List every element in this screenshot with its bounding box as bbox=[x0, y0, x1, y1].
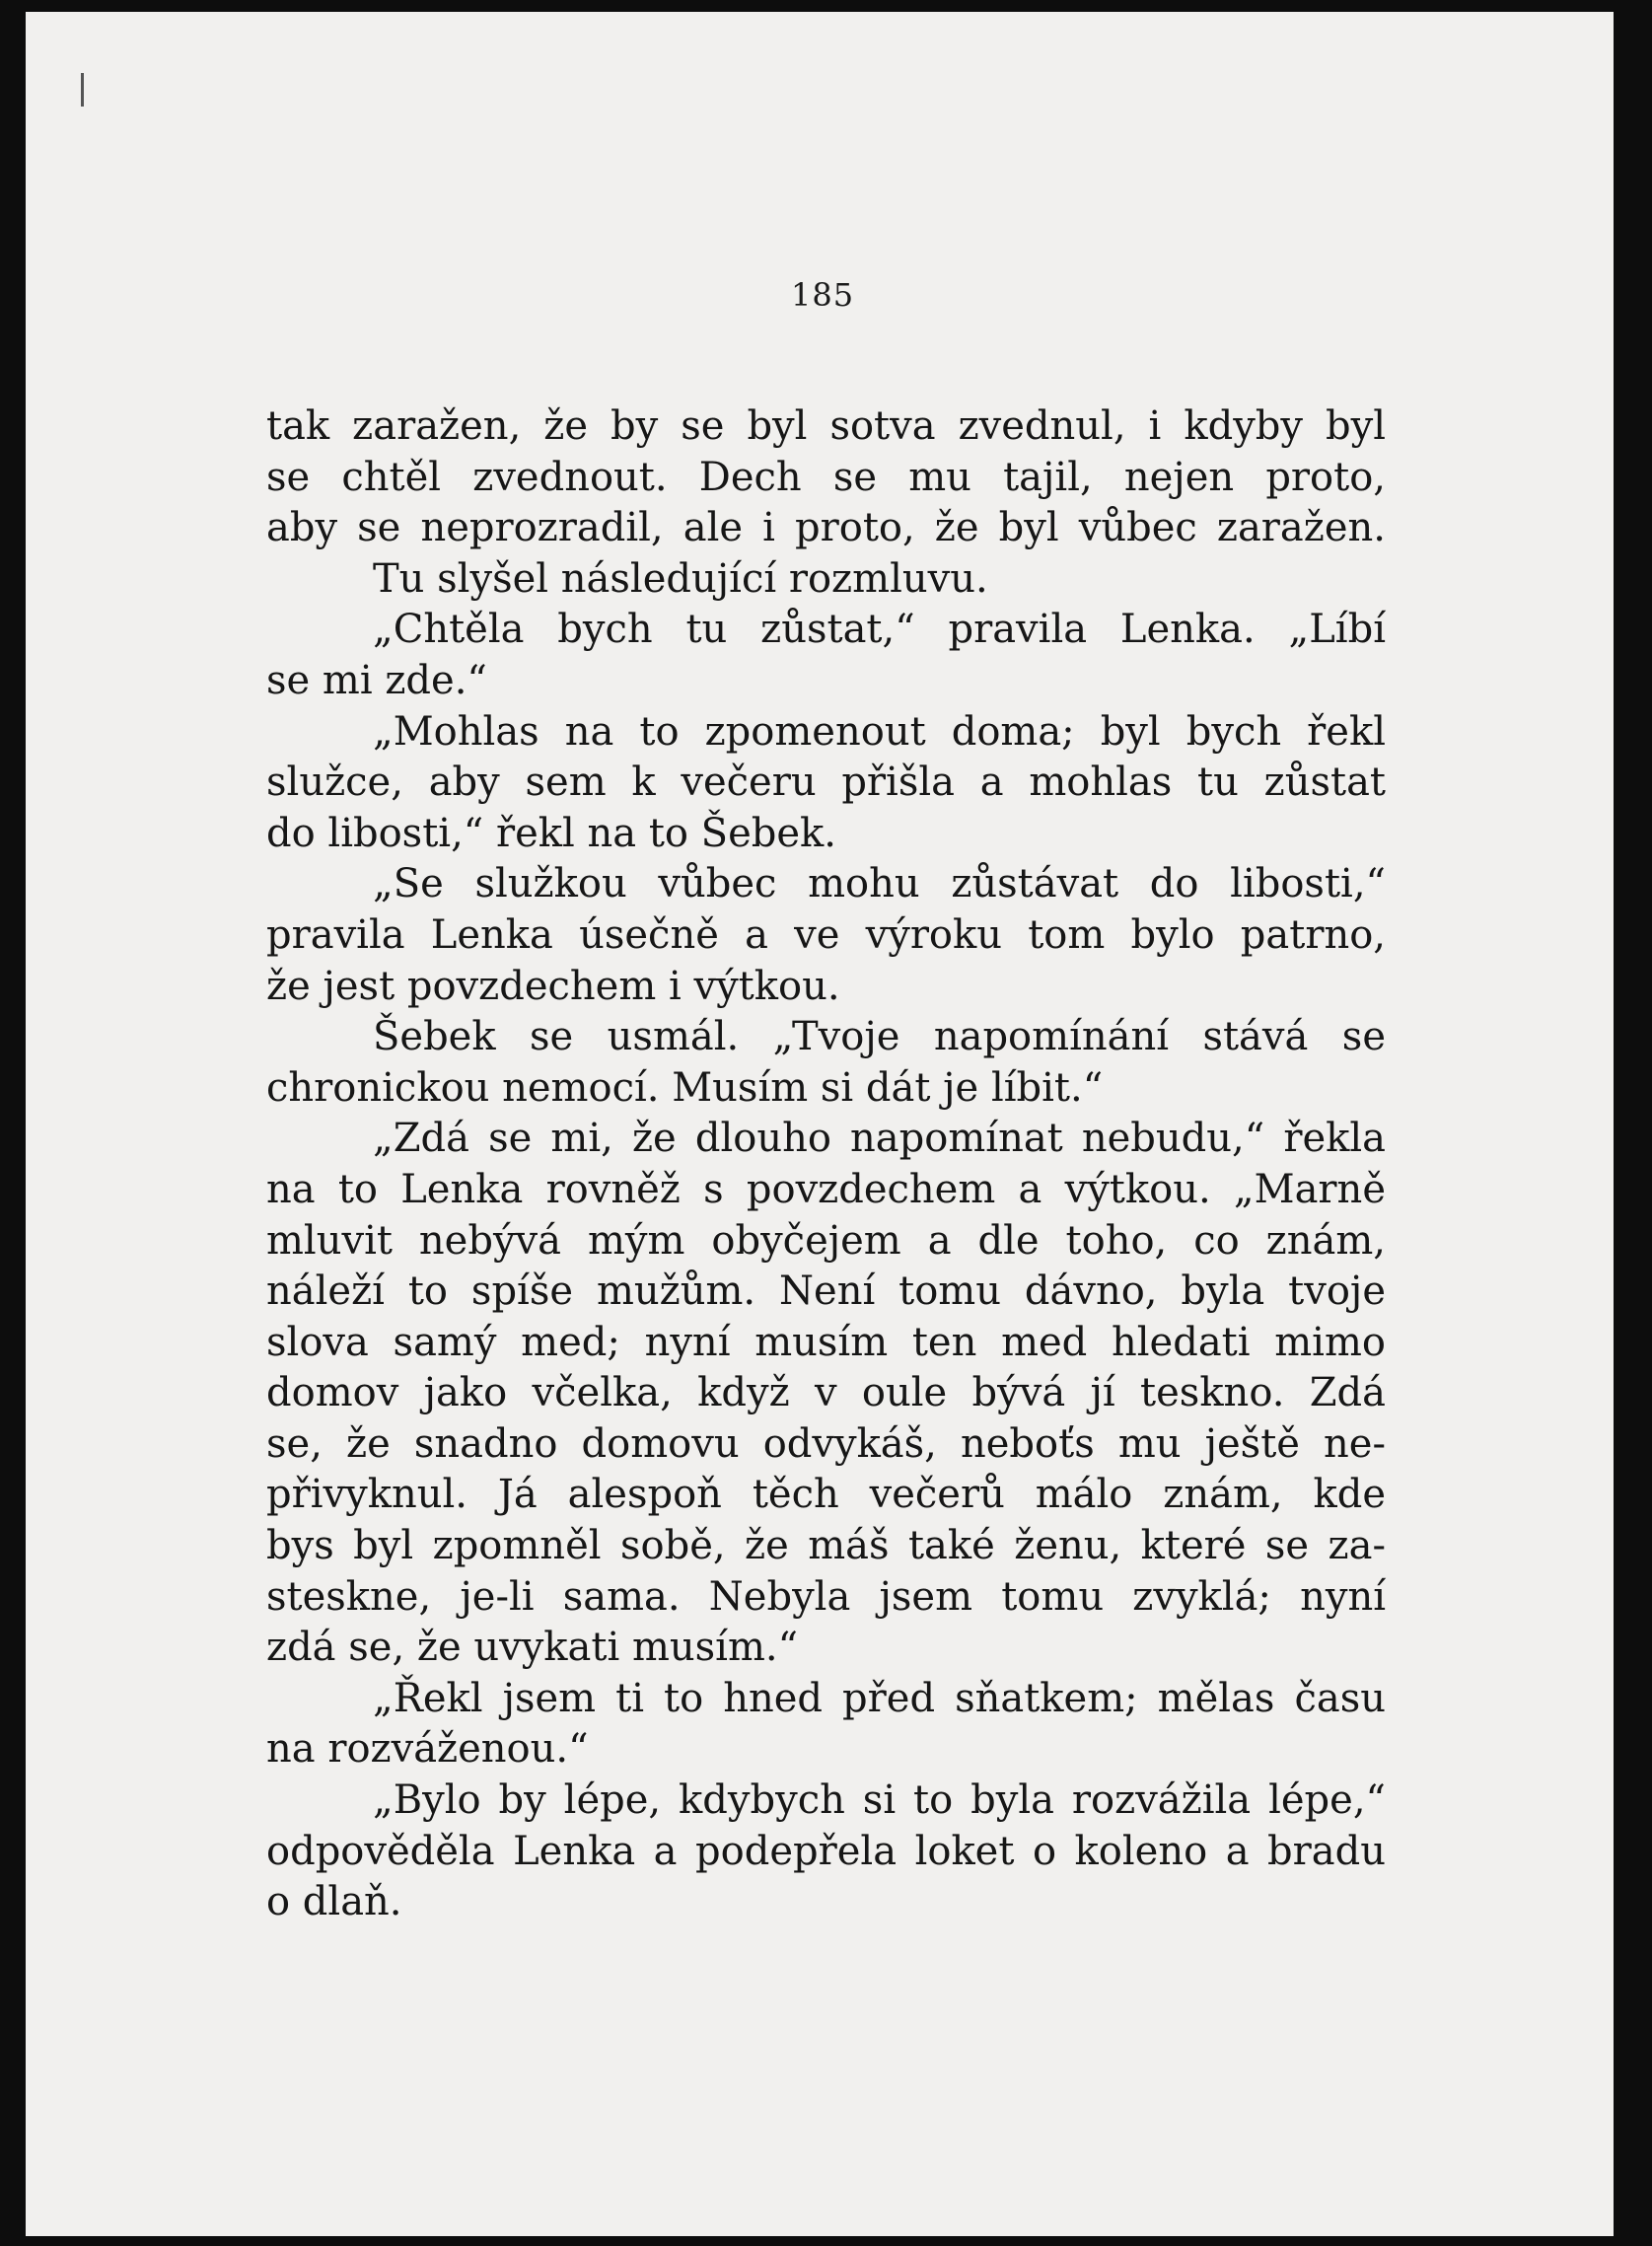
text-line: „Řekl jsem ti to hned před sňatkem; mělas času bbox=[373, 1675, 1386, 1721]
book-page bbox=[26, 12, 1614, 2236]
text-line: na to Lenka rovněž s povzdechem a výtkou. „Marně bbox=[266, 1166, 1386, 1212]
text-line: steskne, je-li sama. Nebyla jsem tomu zvyklá; nyní bbox=[266, 1573, 1386, 1620]
text-line: odpověděla Lenka a podepřela loket o koleno a bradu bbox=[266, 1828, 1386, 1874]
text-line: Tu slyšel následující rozmluvu. bbox=[373, 555, 988, 602]
text-line: „Mohlas na to zpomenout doma; byl bych řekl bbox=[373, 708, 1386, 755]
text-line: služce, aby sem k večeru přišla a mohlas tu zůstat bbox=[266, 760, 1386, 806]
text-line: domov jako včelka, když v oule bývá jí teskno. Zdá bbox=[266, 1370, 1386, 1416]
text-line: do libosti,“ řekl na to Šebek. bbox=[266, 810, 836, 856]
text-line: zdá se, že uvykati musím.“ bbox=[266, 1625, 799, 1671]
text-line: se mi zde.“ bbox=[266, 657, 487, 703]
text-line: přivyknul. Já alespoň těch večerů málo znám, kde bbox=[266, 1472, 1386, 1518]
text-line: pravila Lenka úsečně a ve výroku tom bylo patrno, bbox=[266, 911, 1386, 958]
text-line: se, že snadno domovu odvykáš, neboťs mu ještě ne- bbox=[266, 1420, 1386, 1467]
body-text bbox=[266, 401, 1386, 1928]
text-line: tak zaražen, že by se byl sotva zvednul, i kdyby byl bbox=[266, 403, 1386, 449]
text-line: náleží to spíše mužům. Není tomu dávno, byla tvoje bbox=[266, 1268, 1386, 1315]
text-line: mluvit nebývá mým obyčejem a dle toho, co znám, bbox=[266, 1217, 1386, 1264]
scan-edge-mark bbox=[81, 73, 84, 107]
text-line: „Zdá se mi, že dlouho napomínat nebudu,“ řekla bbox=[373, 1116, 1386, 1162]
text-line: že jest povzdechem i výtkou. bbox=[266, 963, 840, 1009]
text-line: „Chtěla bych tu zůstat,“ pravila Lenka. „Líbí bbox=[373, 607, 1386, 653]
text-line: aby se neprozradil, ale i proto, že byl vůbec zaražen. bbox=[266, 505, 1386, 551]
text-line: o dlaň. bbox=[266, 1879, 402, 1925]
text-line: „Se služkou vůbec mohu zůstávat do libosti,“ bbox=[373, 861, 1386, 907]
text-line: slova samý med; nyní musím ten med hledati mimo bbox=[266, 1319, 1386, 1365]
page-number: 185 bbox=[791, 276, 855, 314]
text-line: „Bylo by lépe, kdybych si to byla rozvážila lépe,“ bbox=[373, 1777, 1386, 1824]
text-line: na rozváženou.“ bbox=[266, 1726, 589, 1773]
text-line: Šebek se usmál. „Tvoje napomínání stává se bbox=[373, 1014, 1386, 1060]
text-line: chronickou nemocí. Musím si dát je líbit.“ bbox=[266, 1064, 1104, 1111]
text-line: se chtěl zvednout. Dech se mu tajil, nejen proto, bbox=[266, 454, 1386, 500]
text-line: bys byl zpomněl sobě, že máš také ženu, které se za- bbox=[266, 1523, 1386, 1569]
